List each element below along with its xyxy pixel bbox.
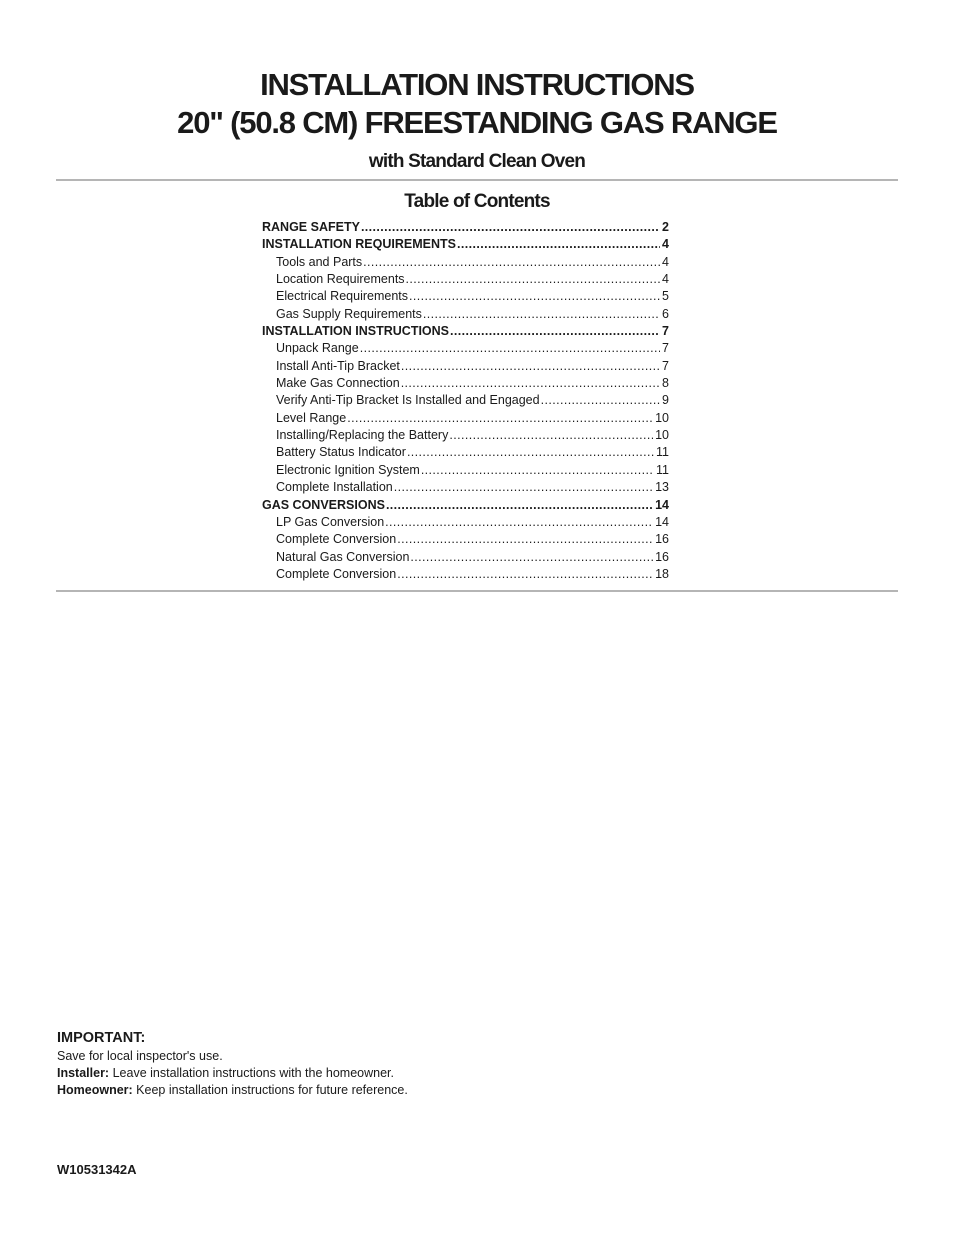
- document-title: [0, 66, 954, 142]
- document-subtitle: with Standard Clean Oven: [368, 151, 586, 172]
- toc-leader-dots: [407, 444, 654, 461]
- toc-entry[interactable]: [262, 462, 669, 479]
- toc-entry-page: 9: [662, 393, 669, 408]
- toc-entry[interactable]: [262, 427, 669, 444]
- toc-entry-page: 13: [655, 480, 669, 495]
- important-line-inspector: Save for local inspector's use.: [57, 1049, 223, 1063]
- toc-leader-dots: [385, 514, 653, 531]
- toc-leader-dots: [397, 531, 653, 548]
- toc-entry-label: Electronic Ignition System: [276, 462, 420, 477]
- toc-heading: Table of Contents: [404, 191, 550, 212]
- toc-entry-page: 7: [662, 341, 669, 356]
- toc-leader-dots: [410, 549, 653, 566]
- toc-entry-label: Electrical Requirements: [276, 289, 408, 304]
- toc-entry[interactable]: [262, 392, 669, 409]
- toc-entry-label: Unpack Range: [276, 341, 359, 356]
- document-number: W10531342A: [57, 1162, 137, 1177]
- toc-entry-page: 7: [662, 358, 669, 373]
- toc-leader-dots: [457, 236, 660, 253]
- toc-entry[interactable]: [262, 410, 669, 427]
- toc-entry[interactable]: [262, 375, 669, 392]
- installer-text: Leave installation instructions with the homeowner.: [109, 1066, 394, 1080]
- toc-entry[interactable]: [262, 254, 669, 271]
- important-heading: IMPORTANT:: [57, 1030, 146, 1046]
- toc-entry[interactable]: [262, 566, 669, 583]
- toc-entry-label: Battery Status Indicator: [276, 445, 406, 460]
- toc-leader-dots: [401, 358, 660, 375]
- toc-entry-page: 2: [662, 220, 669, 234]
- toc-entry-page: 6: [662, 306, 669, 321]
- toc-leader-dots: [363, 254, 660, 271]
- title-line-2: 20" (50.8 CM) FREESTANDING GAS RANGE: [177, 105, 777, 140]
- toc-entry[interactable]: [262, 531, 669, 548]
- toc-leader-dots: [347, 410, 653, 427]
- toc-entry[interactable]: [262, 514, 669, 531]
- toc-entry[interactable]: [262, 306, 669, 323]
- toc-leader-dots: [449, 427, 653, 444]
- title-line-1: INSTALLATION INSTRUCTIONS: [260, 67, 694, 102]
- toc-entry[interactable]: [262, 288, 669, 305]
- toc-entry-label: Verify Anti-Tip Bracket Is Installed and Engaged: [276, 393, 540, 408]
- toc-entry[interactable]: [262, 444, 669, 461]
- homeowner-text: Keep installation instructions for future reference.: [132, 1083, 408, 1097]
- toc-entry[interactable]: [262, 271, 669, 288]
- homeowner-label: Homeowner:: [57, 1083, 133, 1097]
- toc-entry-page: 18: [655, 566, 669, 581]
- toc-entry-page: 4: [662, 237, 669, 252]
- toc-leader-dots: [421, 462, 654, 479]
- toc-leader-dots: [397, 566, 653, 583]
- important-line-homeowner: [57, 1082, 657, 1099]
- toc-entry[interactable]: [262, 236, 669, 253]
- toc-entry-label: LP Gas Conversion: [276, 514, 385, 529]
- toc-leader-dots: [541, 392, 660, 409]
- toc-leader-dots: [423, 306, 660, 323]
- toc-entry-label: Gas Supply Requirements: [276, 306, 422, 321]
- table-of-contents: [262, 219, 669, 583]
- toc-entry-label: INSTALLATION INSTRUCTIONS: [262, 324, 450, 339]
- toc-entry-page: 8: [662, 376, 669, 391]
- toc-leader-dots: [386, 497, 653, 514]
- toc-entry-page: 16: [655, 549, 669, 564]
- toc-entry-page: 7: [662, 324, 669, 339]
- toc-entry-label: Tools and Parts: [276, 254, 363, 269]
- top-divider: [56, 179, 898, 181]
- toc-entry-label: Make Gas Connection: [276, 376, 400, 391]
- toc-leader-dots: [409, 288, 660, 305]
- toc-entry-label: Complete Conversion: [276, 566, 397, 581]
- toc-entry-label: Installing/Replacing the Battery: [276, 428, 449, 443]
- toc-entry-page: 10: [655, 428, 669, 443]
- toc-entry[interactable]: [262, 497, 669, 514]
- toc-entry-page: 5: [662, 289, 669, 304]
- toc-entry-label: Location Requirements: [276, 272, 405, 287]
- toc-entry-page: 4: [662, 254, 669, 269]
- toc-entry-label: Install Anti-Tip Bracket: [276, 358, 400, 373]
- important-notice: [57, 1029, 657, 1099]
- important-line-installer: [57, 1065, 657, 1082]
- toc-leader-dots: [401, 375, 660, 392]
- toc-entry[interactable]: [262, 549, 669, 566]
- toc-entry[interactable]: [262, 219, 669, 236]
- bottom-divider: [56, 590, 898, 592]
- toc-leader-dots: [361, 219, 660, 236]
- toc-leader-dots: [360, 340, 660, 357]
- toc-entry[interactable]: [262, 358, 669, 375]
- toc-leader-dots: [450, 323, 660, 340]
- toc-entry-label: GAS CONVERSIONS: [262, 497, 385, 512]
- toc-entry-label: Level Range: [276, 410, 347, 425]
- toc-entry-label: RANGE SAFETY: [262, 220, 360, 234]
- toc-leader-dots: [406, 271, 661, 288]
- toc-entry-page: 4: [662, 272, 669, 287]
- toc-entry-page: 11: [656, 462, 669, 477]
- toc-entry-label: Natural Gas Conversion: [276, 549, 410, 564]
- toc-entry-label: INSTALLATION REQUIREMENTS: [262, 237, 456, 252]
- toc-entry-page: 11: [656, 445, 669, 460]
- toc-entry-page: 10: [655, 410, 669, 425]
- toc-leader-dots: [394, 479, 653, 496]
- toc-entry[interactable]: [262, 479, 669, 496]
- toc-entry-label: Complete Installation: [276, 480, 393, 495]
- toc-entry[interactable]: [262, 323, 669, 340]
- toc-entry-page: 16: [655, 532, 669, 547]
- toc-entry-page: 14: [655, 514, 669, 529]
- toc-entry-page: 14: [655, 497, 669, 512]
- installer-label: Installer:: [57, 1066, 110, 1080]
- toc-entry-label: Complete Conversion: [276, 532, 397, 547]
- toc-entry[interactable]: [262, 340, 669, 357]
